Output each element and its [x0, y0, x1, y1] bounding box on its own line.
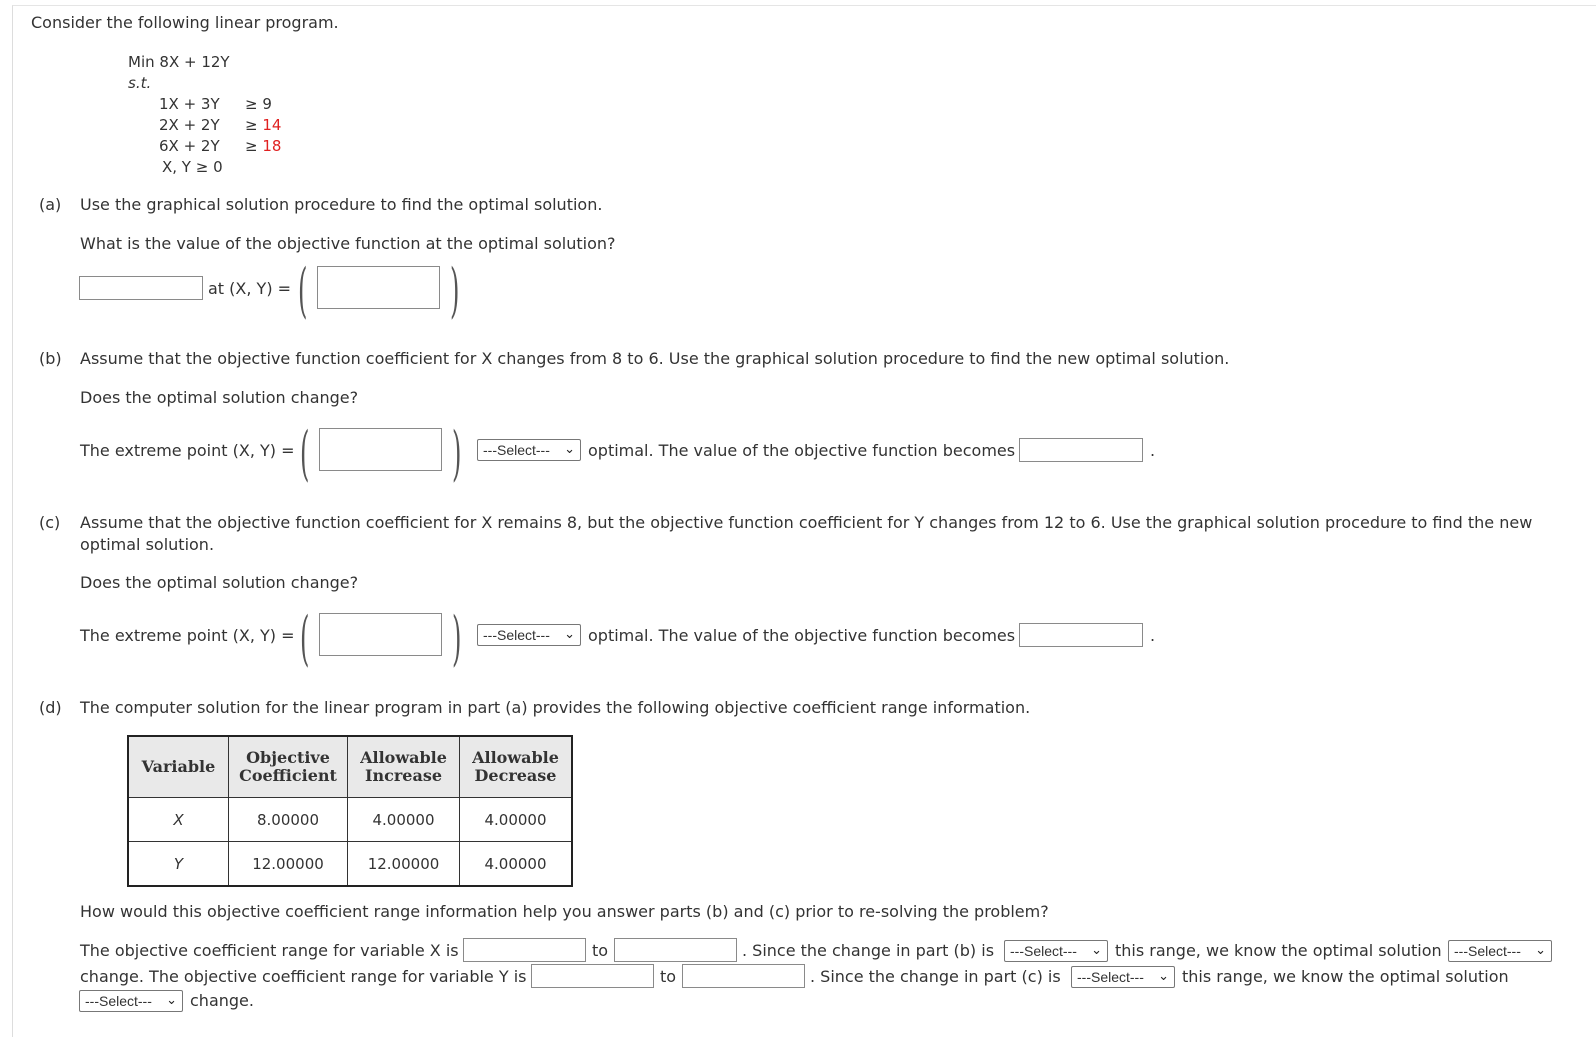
part-a-at-label: at (X, Y) = — [208, 279, 292, 298]
change-label: change. — [190, 991, 254, 1010]
select-c-optimal[interactable]: ---Select--- ⌄ — [477, 624, 581, 646]
lp-st: s.t. — [128, 74, 152, 92]
open-paren: ( — [300, 419, 310, 489]
chevron-down-icon: ⌄ — [1158, 968, 1169, 983]
part-d-question: How would this objective coefficient range information help you answer parts (b) and (c) prior to re-solving the problem? — [80, 902, 1049, 921]
open-paren: ( — [298, 256, 308, 326]
part-c-text-1: Assume that the objective function coefficient for X remains 8, but the objective function coefficient for Y changes from 12 to 6. Use the graphical solution procedure to find the new — [80, 513, 1533, 532]
cell-allowable-increase: 4.00000 — [348, 798, 460, 842]
header-objective-coefficient: Objective Coefficient — [229, 736, 348, 798]
part-b-extreme-label: The extreme point (X, Y) = — [80, 441, 295, 460]
select-c-solution[interactable]: ---Select--- ⌄ — [79, 990, 183, 1012]
range-y-upper-input[interactable] — [682, 964, 805, 988]
cell-variable: Y — [128, 842, 229, 887]
table-row — [128, 798, 572, 842]
cell-objective-coefficient: 8.00000 — [229, 798, 348, 842]
part-a-question: What is the value of the objective function at the optimal solution? — [80, 234, 616, 253]
close-paren: ) — [452, 604, 462, 674]
lp-constraint-2: 2X + 2Y ≥ 14 — [159, 116, 282, 134]
part-d-label: (d) — [39, 698, 62, 717]
xy-input-c[interactable] — [319, 613, 442, 656]
chevron-down-icon: ⌄ — [1091, 942, 1102, 957]
range-y-label: change. The objective coefficient range for variable Y is — [80, 967, 527, 986]
intro-text: Consider the following linear program. — [31, 13, 339, 32]
close-paren: ) — [450, 256, 460, 326]
table-header-row — [128, 736, 572, 798]
cell-variable: X — [128, 798, 229, 842]
part-b-after-select: optimal. The value of the objective function becomes — [588, 441, 1016, 460]
part-c-label: (c) — [39, 513, 61, 532]
part-b-question: Does the optimal solution change? — [80, 388, 359, 407]
part-a-text: Use the graphical solution procedure to find the optimal solution. — [80, 195, 603, 214]
cell-allowable-decrease: 4.00000 — [460, 842, 573, 887]
to-label: to — [592, 941, 609, 960]
chevron-down-icon: ⌄ — [564, 441, 575, 456]
select-b-range[interactable]: ---Select--- ⌄ — [1004, 940, 1108, 962]
part-c-change-label: . Since the change in part (c) is — [810, 967, 1061, 986]
cell-allowable-decrease: 4.00000 — [460, 798, 573, 842]
chevron-down-icon: ⌄ — [1535, 942, 1546, 957]
select-b-optimal[interactable]: ---Select--- ⌄ — [477, 439, 581, 461]
part-b-change-label: . Since the change in part (b) is — [742, 941, 995, 960]
range-table — [127, 735, 573, 887]
range-x-upper-input[interactable] — [614, 938, 737, 962]
cell-allowable-increase: 12.00000 — [348, 842, 460, 887]
objective-value-input-c[interactable] — [1019, 623, 1143, 647]
cell-objective-coefficient: 12.00000 — [229, 842, 348, 887]
objective-value-input-b[interactable] — [1019, 438, 1143, 462]
table-row — [128, 842, 572, 887]
lp-constraint-3: 6X + 2Y ≥ 18 — [159, 137, 282, 155]
header-allowable-decrease: Allowable Decrease — [460, 736, 573, 798]
to-label: to — [660, 967, 677, 986]
part-d-text: The computer solution for the linear program in part (a) provides the following objective coefficient range information. — [80, 698, 1031, 717]
xy-input-a[interactable] — [317, 266, 440, 309]
range-y-lower-input[interactable] — [531, 964, 654, 988]
open-paren: ( — [300, 604, 310, 674]
objective-value-input-a[interactable] — [79, 276, 203, 300]
header-allowable-increase: Allowable Increase — [348, 736, 460, 798]
range-know-label-1: this range, we know the optimal solution — [1115, 941, 1442, 960]
part-c-extreme-label: The extreme point (X, Y) = — [80, 626, 295, 645]
part-c-after-select: optimal. The value of the objective function becomes — [588, 626, 1016, 645]
lp-objective: Min 8X + 12Y — [128, 53, 230, 71]
chevron-down-icon: ⌄ — [564, 626, 575, 641]
range-x-lower-input[interactable] — [463, 938, 586, 962]
lp-constraint-1: 1X + 3Y ≥ 9 — [159, 95, 272, 113]
part-b-text: Assume that the objective function coefficient for X changes from 8 to 6. Use the graphical solution procedure to find the new optimal solution. — [80, 349, 1230, 368]
chevron-down-icon: ⌄ — [166, 992, 177, 1007]
part-c-question: Does the optimal solution change? — [80, 573, 359, 592]
select-c-range[interactable]: ---Select--- ⌄ — [1071, 966, 1175, 988]
lp-nonneg: X, Y ≥ 0 — [162, 158, 223, 176]
period: . — [1150, 626, 1156, 645]
select-b-solution[interactable]: ---Select--- ⌄ — [1448, 940, 1552, 962]
range-know-label-2: this range, we know the optimal solution — [1182, 967, 1509, 986]
part-a-label: (a) — [39, 195, 62, 214]
part-c-text-2: optimal solution. — [80, 535, 215, 554]
close-paren: ) — [452, 419, 462, 489]
part-b-label: (b) — [39, 349, 62, 368]
range-x-label: The objective coefficient range for variable X is — [80, 941, 459, 960]
xy-input-b[interactable] — [319, 428, 442, 471]
period: . — [1150, 441, 1156, 460]
header-variable: Variable — [128, 736, 229, 798]
